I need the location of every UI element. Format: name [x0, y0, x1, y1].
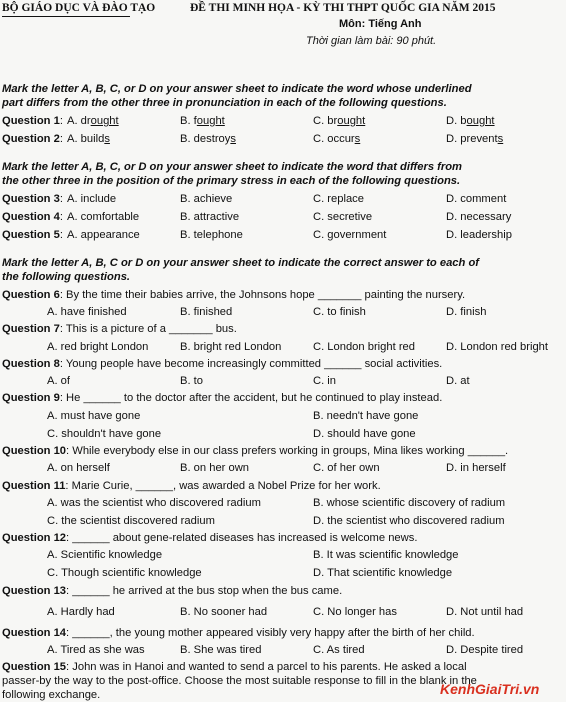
question-stem: : This is a picture of a _______ bus. [59, 323, 237, 335]
q4-option-d[interactable]: D. necessary [446, 211, 512, 223]
question-label: Question 3 [2, 193, 60, 205]
option-underlined: s [497, 133, 504, 145]
question-stem: : ______, the young mother appeared visibly very happy after the birth of her child. [66, 627, 475, 639]
q9-option-c[interactable]: C. shouldn't have gone [47, 428, 162, 440]
question-stem: : By the time their babies arrive, the Johnsons hope _______ painting the nursery. [59, 289, 466, 301]
q4-option-a[interactable]: A. comfortable [67, 211, 140, 223]
q6-option-c[interactable]: C. to finish [313, 306, 366, 318]
instruction-stress-1: Mark the letter A, B, C, or D on your answer sheet to indicate the word that differs from [2, 161, 463, 173]
question-stem: : John was in Hanoi and wanted to send a parcel to his parents. He asked a local [66, 661, 467, 673]
q2-option-d[interactable] [446, 132, 503, 146]
q5-option-c[interactable]: C. government [313, 229, 387, 241]
option-text: D. b [446, 115, 467, 127]
q10-option-c[interactable]: C. of her own [313, 462, 380, 474]
question-9 [2, 391, 442, 405]
question-stem: : ______ he arrived at the bus stop when the bus came. [66, 585, 343, 597]
question-10 [2, 444, 508, 458]
q14-option-a[interactable]: A. Tired as she was [47, 644, 145, 656]
q14-option-d[interactable]: D. Despite tired [446, 644, 524, 656]
option-text: D. prevent [446, 133, 498, 145]
instruction-correct-answer-1: Mark the letter A, B, C or D on your answer sheet to indicate the correct answer to each of [2, 257, 480, 269]
question-stem: : He ______ to the doctor after the accident, but he continued to play instead. [59, 392, 443, 404]
q6-option-b[interactable]: B. finished [180, 306, 233, 318]
q10-option-b[interactable]: B. on her own [180, 462, 250, 474]
q13-option-a[interactable]: A. Hardly had [47, 606, 115, 618]
q6-option-d[interactable]: D. finish [446, 306, 487, 318]
instruction-pronunciation-2: part differs from the other three in pronunciation in each of the following questions. [2, 97, 447, 109]
question-3: Question 3: [2, 193, 63, 205]
q9-option-a[interactable]: A. must have gone [47, 410, 141, 422]
question-label: Question 7 [2, 323, 60, 335]
q8-option-a[interactable]: A. of [47, 375, 71, 387]
q2-option-a[interactable] [67, 132, 110, 146]
q3-option-b[interactable]: B. achieve [180, 193, 233, 205]
instruction-pronunciation-1: Mark the letter A, B, C, or D on your answer sheet to indicate the word whose underlined [2, 83, 472, 95]
question-label: Question 6 [2, 289, 60, 301]
q2-option-c[interactable] [313, 132, 360, 146]
q3-option-c[interactable]: C. replace [313, 193, 364, 205]
question-14 [2, 626, 475, 640]
ministry-underline [2, 16, 130, 17]
q6-option-a[interactable]: A. have finished [47, 306, 127, 318]
question-13 [2, 584, 342, 598]
option-underlined: ought [466, 115, 495, 127]
question-stem: : Young people have become increasingly committed ______ social activities. [59, 358, 443, 370]
q10-option-d[interactable]: D. in herself [446, 462, 506, 474]
question-8 [2, 357, 442, 371]
instruction-correct-answer-2: the following questions. [2, 271, 131, 283]
q8-option-b[interactable]: B. to [180, 375, 204, 387]
question-label: Question 10 [2, 445, 67, 457]
question-4: Question 4: [2, 211, 63, 223]
q12-option-c[interactable]: C. Though scientific knowledge [47, 567, 202, 579]
q12-option-d[interactable]: D. That scientific knowledge [313, 567, 453, 579]
q5-option-b[interactable]: B. telephone [180, 229, 243, 241]
question-6 [2, 288, 465, 302]
q5-option-a[interactable]: A. appearance [67, 229, 140, 241]
question-2: Question 2: [2, 133, 63, 145]
question-15-line-2: passer-by the way to the post-office. Choose the most suitable response to fill in the blank in the [2, 675, 477, 687]
question-label: Question 8 [2, 358, 60, 370]
question-1: Question 1: [2, 115, 63, 127]
question-stem: : Marie Curie, ______, was awarded a Nobel Prize for her work. [65, 480, 381, 492]
option-text: C. occur [313, 133, 355, 145]
question-15 [2, 660, 467, 674]
question-5: Question 5: [2, 229, 63, 241]
q4-option-c[interactable]: C. secretive [313, 211, 373, 223]
q14-option-b[interactable]: B. She was tired [180, 644, 262, 656]
question-label: Question 15 [2, 661, 67, 673]
instruction-stress-2: the other three in the position of the primary stress in each of the following questions. [2, 175, 461, 187]
question-15-line-3: following exchange. [2, 689, 101, 701]
q13-option-c[interactable]: C. No longer has [313, 606, 397, 618]
q1-option-c[interactable] [313, 114, 365, 128]
exam-title: ĐỀ THI MINH HỌA - KỲ THI THPT QUỐC GIA NĂM 2015 [190, 2, 496, 14]
q14-option-c[interactable]: C. As tired [313, 644, 365, 656]
option-underlined: s [104, 133, 110, 145]
question-label: Question 2 [2, 133, 60, 145]
q5-option-d[interactable]: D. leadership [446, 229, 512, 241]
q7-option-c[interactable]: C. London bright red [313, 341, 415, 353]
option-underlined: ought [196, 115, 225, 127]
q7-option-d[interactable]: D. London red bright [446, 341, 548, 353]
option-text: B. destroy [180, 133, 231, 145]
question-12 [2, 531, 417, 545]
question-label: Question 12 [2, 532, 67, 544]
question-label: Question 1 [2, 115, 60, 127]
ministry-title: BỘ GIÁO DỤC VÀ ĐÀO TẠO [2, 2, 156, 14]
q7-option-b[interactable]: B. bright red London [180, 341, 282, 353]
q4-option-b[interactable]: B. attractive [180, 211, 240, 223]
watermark-logo: KenhGiaiTri.vn [440, 681, 540, 697]
q12-option-a[interactable]: A. Scientific knowledge [47, 549, 163, 561]
option-underlined: ought [90, 115, 119, 127]
q1-option-d[interactable] [446, 114, 495, 128]
question-label: Question 9 [2, 392, 60, 404]
question-7 [2, 322, 237, 336]
question-label: Question 4 [2, 211, 60, 223]
question-label: Question 14 [2, 627, 67, 639]
q11-option-d[interactable]: D. the scientist who discovered radium [313, 515, 505, 527]
option-text: C. br [313, 115, 338, 127]
q9-option-b[interactable]: B. needn't have gone [313, 410, 419, 422]
q8-option-d[interactable]: D. at [446, 375, 470, 387]
question-label: Question 5 [2, 229, 60, 241]
q11-option-a[interactable]: A. was the scientist who discovered radium [47, 497, 261, 509]
question-label: Question 11 [2, 480, 66, 492]
option-text: B. f [180, 115, 197, 127]
q1-option-a[interactable] [67, 114, 119, 128]
q1-option-b[interactable] [180, 114, 225, 128]
q11-option-b[interactable]: B. whose scientific discovery of radium [313, 497, 506, 509]
q10-option-a[interactable]: A. on herself [47, 462, 110, 474]
question-stem: : ______ about gene-related diseases has increased is welcome news. [66, 532, 418, 544]
q13-option-d[interactable]: D. Not until had [446, 606, 524, 618]
q7-option-a[interactable]: A. red bright London [47, 341, 149, 353]
option-text: A. build [67, 133, 105, 145]
q13-option-b[interactable]: B. No sooner had [180, 606, 268, 618]
option-underlined: s [354, 133, 361, 145]
q12-option-b[interactable]: B. It was scientific knowledge [313, 549, 459, 561]
exam-subject: Môn: Tiếng Anh [339, 18, 422, 30]
option-text: A. dr [67, 115, 91, 127]
option-underlined: ought [337, 115, 366, 127]
question-label: Question 13 [2, 585, 67, 597]
exam-time: Thời gian làm bài: 90 phút. [306, 35, 437, 47]
q11-option-c[interactable]: C. the scientist discovered radium [47, 515, 215, 527]
q2-option-b[interactable] [180, 132, 236, 146]
q8-option-c[interactable]: C. in [313, 375, 337, 387]
question-11 [2, 479, 381, 493]
q9-option-d[interactable]: D. should have gone [313, 428, 416, 440]
q3-option-d[interactable]: D. comment [446, 193, 507, 205]
question-stem: : While everybody else in our class prefers working in groups, Mina likes working ______. [66, 445, 509, 457]
q3-option-a[interactable]: A. include [67, 193, 117, 205]
option-underlined: s [230, 133, 236, 145]
